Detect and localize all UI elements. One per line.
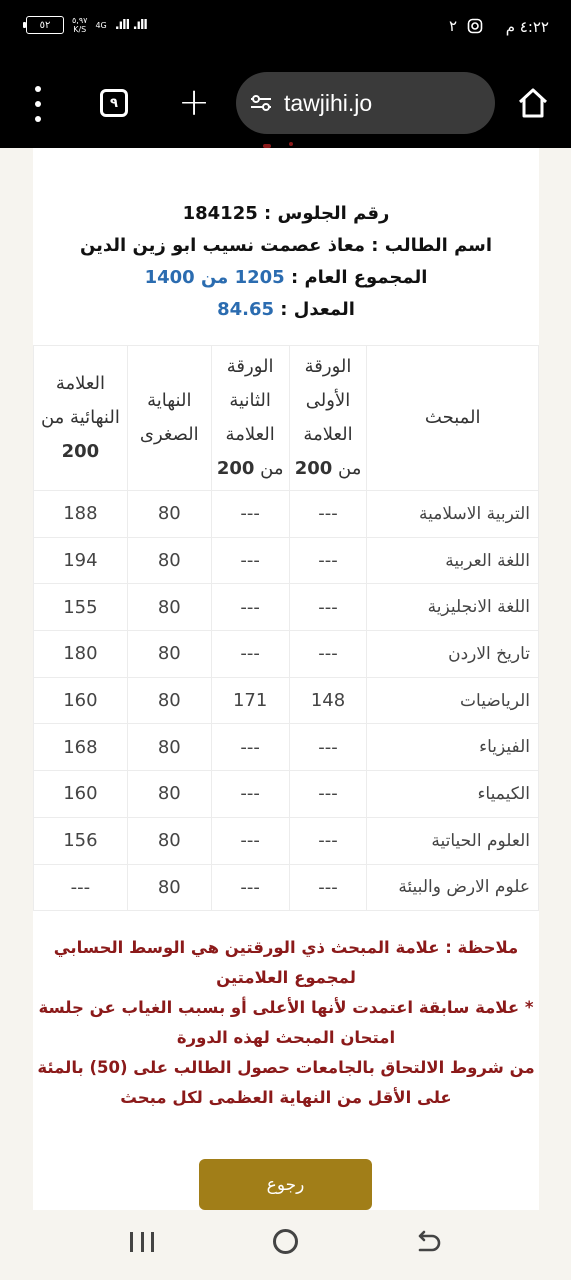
paper1-cell: --- — [289, 631, 367, 678]
header-final — [34, 346, 128, 491]
total-label: المجموع العام : — [284, 267, 428, 288]
header-paper1 — [289, 346, 367, 491]
student-info — [33, 198, 539, 326]
min-cell: 80 — [127, 491, 211, 538]
paper2-cell: --- — [211, 584, 289, 631]
status-right-icons — [449, 17, 483, 35]
site-settings-icon[interactable] — [250, 93, 272, 113]
header-paper1-max: 200 — [294, 458, 333, 479]
status-left-group — [26, 16, 147, 34]
header-paper1-text: الورقة الأولى العلامة من — [303, 356, 362, 479]
table-row — [34, 537, 539, 584]
home-icon[interactable] — [516, 86, 550, 120]
subject-cell: الكيمياء — [367, 771, 539, 818]
table-row — [34, 491, 539, 538]
total-value: 1205 — [234, 267, 285, 288]
seat-label: رقم الجلوس : — [257, 203, 390, 224]
min-cell: 80 — [127, 771, 211, 818]
status-bar — [0, 0, 571, 58]
menu-icon[interactable] — [28, 86, 48, 122]
final-cell: 168 — [34, 724, 128, 771]
recent-apps-icon[interactable] — [130, 1232, 154, 1258]
alarm-indicator: ٢ — [448, 17, 457, 35]
paper1-cell: --- — [289, 724, 367, 771]
paper1-cell: --- — [289, 537, 367, 584]
table-header-row — [34, 346, 539, 491]
url-text[interactable]: tawjihi.jo — [284, 89, 373, 116]
paper2-cell: --- — [211, 491, 289, 538]
total-max: 1400 — [144, 267, 195, 288]
paper1-cell: 148 — [289, 677, 367, 724]
table-row — [34, 677, 539, 724]
network-type: 4G — [95, 20, 107, 30]
min-cell: 80 — [127, 631, 211, 678]
paper2-cell: --- — [211, 537, 289, 584]
home-button-icon[interactable] — [273, 1229, 298, 1254]
back-button[interactable]: رجوع — [199, 1159, 372, 1210]
header-paper2-text: الورقة الثانية العلامة من — [225, 356, 284, 479]
paper1-cell: --- — [289, 817, 367, 864]
subject-cell: العلوم الحياتية — [367, 817, 539, 864]
average-label: المعدل : — [274, 299, 355, 320]
min-cell: 80 — [127, 817, 211, 864]
final-cell: 188 — [34, 491, 128, 538]
signal-icon: .ıll .ıll — [114, 17, 147, 33]
table-row — [34, 584, 539, 631]
header-paper2 — [211, 346, 289, 491]
min-cell: 80 — [127, 724, 211, 771]
subject-cell: اللغة الانجليزية — [367, 584, 539, 631]
final-cell: 155 — [34, 584, 128, 631]
paper2-cell: --- — [211, 631, 289, 678]
subject-cell: تاريخ الاردن — [367, 631, 539, 678]
subject-cell: الرياضيات — [367, 677, 539, 724]
paper2-cell: --- — [211, 724, 289, 771]
page-content — [0, 148, 571, 1210]
final-cell: 160 — [34, 771, 128, 818]
address-bar[interactable] — [236, 72, 495, 134]
table-row — [34, 864, 539, 911]
final-cell: 180 — [34, 631, 128, 678]
header-final-max: 200 — [61, 441, 100, 462]
seat-number-line — [33, 198, 539, 230]
paper1-cell: --- — [289, 584, 367, 631]
table-row — [34, 817, 539, 864]
table-row — [34, 631, 539, 678]
browser-toolbar — [0, 58, 571, 148]
student-name: معاذ عصمت نسيب ابو زين الدين — [79, 235, 366, 256]
total-of: من — [194, 267, 235, 288]
header-paper2-max: 200 — [216, 458, 255, 479]
result-card — [33, 148, 539, 1210]
network-speed — [72, 16, 87, 34]
paper1-cell: --- — [289, 864, 367, 911]
header-min: النهاية الصغرى — [127, 346, 211, 491]
table-row — [34, 771, 539, 818]
clipped-heading-fragment — [253, 140, 313, 154]
final-cell: 160 — [34, 677, 128, 724]
min-cell: 80 — [127, 537, 211, 584]
paper2-cell: --- — [211, 771, 289, 818]
battery-icon — [26, 16, 64, 34]
student-name-line — [33, 230, 539, 262]
tabs-button[interactable]: ٩ — [100, 89, 128, 117]
paper1-cell: --- — [289, 771, 367, 818]
paper1-cell: --- — [289, 491, 367, 538]
total-line — [33, 262, 539, 294]
note-previous-mark: * علامة سابقة اعتمدت لأنها الأعلى أو بسبب الغياب عن جلسة امتحان المبحث لهذه الدورة — [38, 998, 534, 1047]
system-nav-bar — [0, 1210, 571, 1280]
speed-unit: K/S — [73, 25, 87, 34]
min-cell: 80 — [127, 584, 211, 631]
min-cell: 80 — [127, 677, 211, 724]
paper2-cell: --- — [211, 864, 289, 911]
final-cell: --- — [34, 864, 128, 911]
min-cell: 80 — [127, 864, 211, 911]
name-label: اسم الطالب : — [365, 235, 493, 256]
average-line — [33, 294, 539, 326]
subject-cell: الفيزياء — [367, 724, 539, 771]
paper2-cell: --- — [211, 817, 289, 864]
final-cell: 156 — [34, 817, 128, 864]
table-row — [34, 724, 539, 771]
paper2-cell: 171 — [211, 677, 289, 724]
back-nav-icon[interactable] — [414, 1228, 442, 1256]
instagram-icon — [467, 18, 483, 34]
final-cell: 194 — [34, 537, 128, 584]
seat-number: 184125 — [182, 203, 258, 224]
average-value: 84.65 — [217, 299, 275, 320]
notes — [33, 933, 539, 1113]
battery-level: ٥٢ — [39, 19, 51, 31]
marks-table-body — [34, 491, 539, 911]
speed-value: ٥,٩٧ — [72, 16, 88, 25]
subject-cell: علوم الارض والبيئة — [367, 864, 539, 911]
note-average: ملاحظة : علامة المبحث ذي الورقتين هي الوسط الحسابي لمجموع العلامتين — [53, 938, 519, 987]
header-final-text: العلامة النهائية من — [40, 373, 120, 428]
new-tab-icon[interactable]: + — [178, 80, 210, 124]
marks-table — [33, 345, 539, 911]
clock: ٤:٢٢ م — [505, 18, 549, 36]
subject-cell: التربية الاسلامية — [367, 491, 539, 538]
header-subject: المبحث — [367, 346, 539, 491]
note-university: من شروط الالتحاق بالجامعات حصول الطالب على (50) بالمئة على الأقل من النهاية العظمى لكل مبحث — [37, 1058, 535, 1107]
subject-cell: اللغة العربية — [367, 537, 539, 584]
